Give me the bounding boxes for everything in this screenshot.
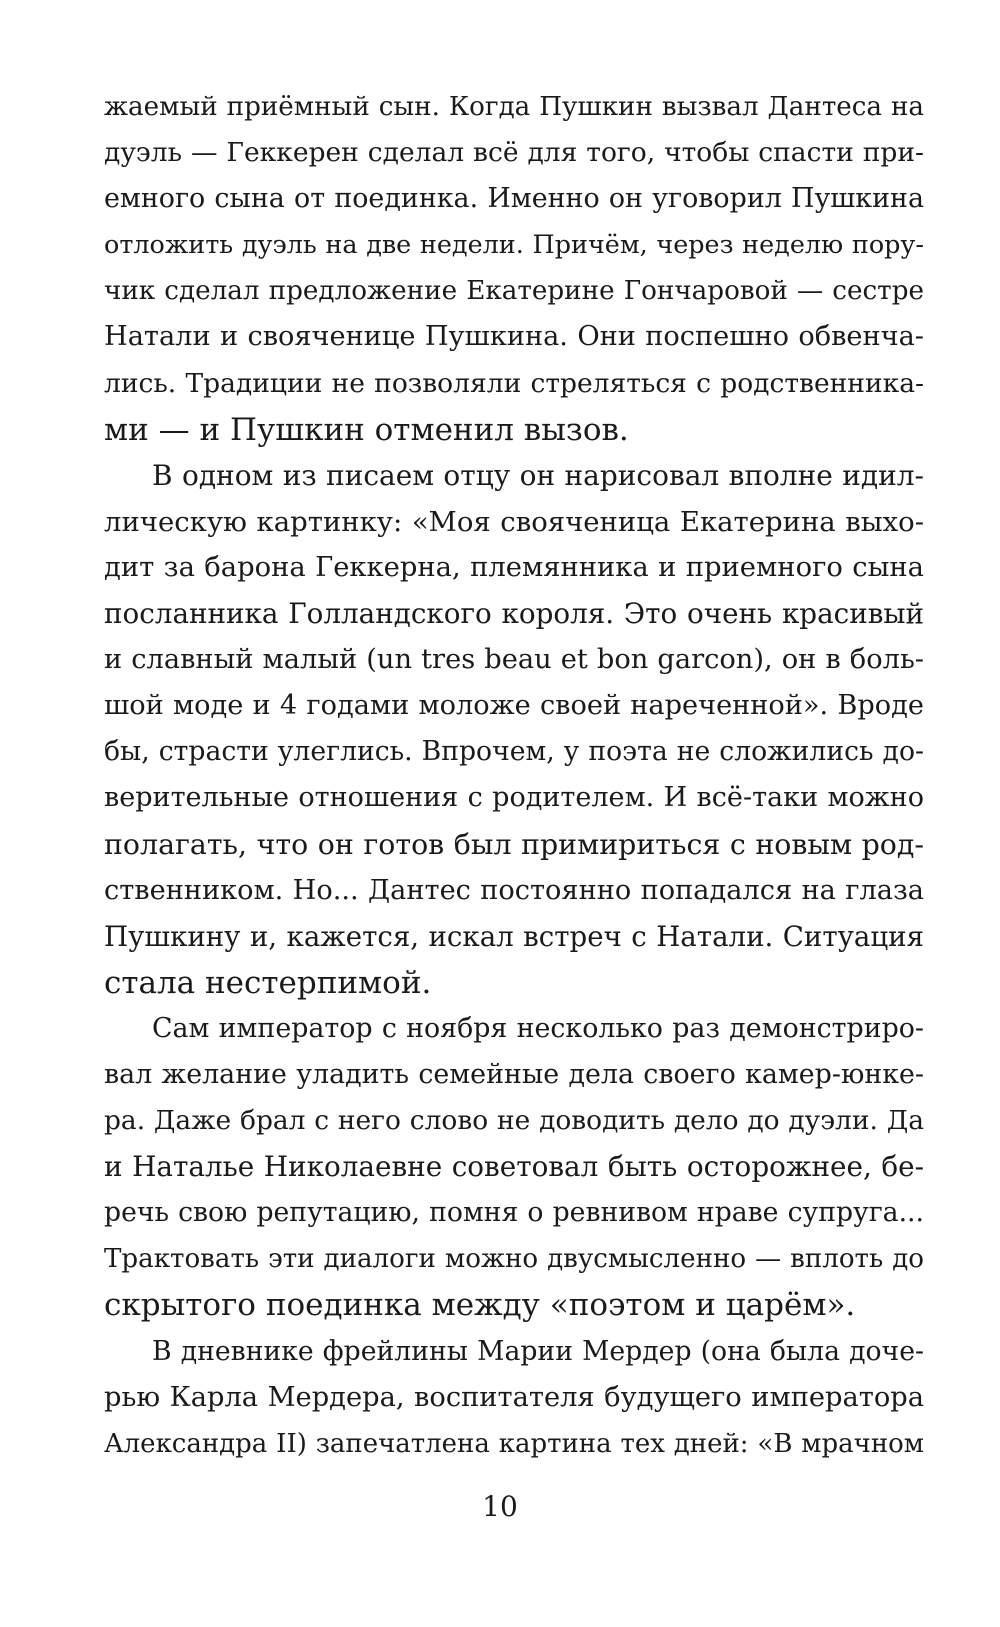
text-line: Пушкину и, кажется, искал встреч с Натали. Ситуация — [104, 919, 924, 953]
text-line: дуэль — Геккерен сделал всё для того, чтобы спасти при- — [104, 137, 924, 169]
text-line: и Наталье Николаевне советовал быть осторожнее, бе- — [104, 1150, 924, 1184]
text-line: Трактовать эти диалоги можно двусмысленно — вплоть до — [104, 1244, 924, 1275]
text-line: бы, страсти улеглись. Впрочем, у поэта не сложились до- — [104, 736, 924, 768]
text-line: жаемый приёмный сын. Когда Пушкин вызвал Дантеса на — [104, 92, 924, 122]
text-line: лическую картинку: «Моя свояченица Екатерина выхо- — [104, 505, 924, 538]
text-line: В дневнике фрейлины Марии Мердер (она была доче- — [152, 1335, 924, 1367]
text-line: полагать, что он готов был примириться с новым род- — [104, 827, 924, 861]
text-line: лись. Традиции не позволяли стреляться с родственника- — [104, 367, 924, 399]
text-line: дит за барона Геккерна, племянника и приемного сына — [104, 551, 924, 583]
text-line: стала нестерпимой. — [104, 964, 432, 1001]
text-line: В одном из писаем отцу он нарисовал вполне идил- — [152, 458, 924, 492]
text-line: и славный малый (un tres beau et bon garcon), он в боль- — [104, 644, 924, 676]
text-line: вал желание уладить семейные дела своего камер-юнке- — [104, 1058, 924, 1090]
text-line: ственником. Но... Дантес постоянно попадался на глаза — [104, 874, 924, 906]
text-line: Сам император с ноября несколько раз демонстриро- — [152, 1012, 924, 1044]
text-line: рью Карла Мердера, воспитателя будущего императора — [104, 1381, 924, 1413]
text-line: ра. Даже брал с него слово не доводить дело до дуэли. Да — [104, 1105, 924, 1137]
text-line: отложить дуэль на две недели. Причём, через неделю пору- — [104, 230, 924, 261]
text-line: чик сделал предложение Екатерине Гончаровой — сестре — [104, 276, 924, 307]
text-line: Натали и свояченице Пушкина. Они поспешно обвенча- — [104, 321, 924, 353]
text-line: скрытого поединка между «поэтом и царём». — [104, 1287, 856, 1324]
text-line: верительные отношения с родителем. И всё-таки можно — [104, 782, 924, 814]
text-line: ми — и Пушкин отменил вызов. — [104, 411, 629, 448]
text-line: речь свою репутацию, помня о ревнивом нраве супруга... — [104, 1197, 924, 1229]
body-text — [104, 84, 924, 1467]
text-line: емного сына от поединка. Именно он уговорил Пушкина — [104, 183, 924, 215]
text-line: шой моде и 4 годами моложе своей нареченной». Вроде — [104, 690, 924, 722]
page-number: 10 — [482, 1490, 518, 1523]
text-line: Александра II) запечатлена картина тех дней: «В мрачном — [104, 1428, 924, 1459]
text-line: посланника Голландского короля. Это очень красивый — [104, 597, 924, 631]
